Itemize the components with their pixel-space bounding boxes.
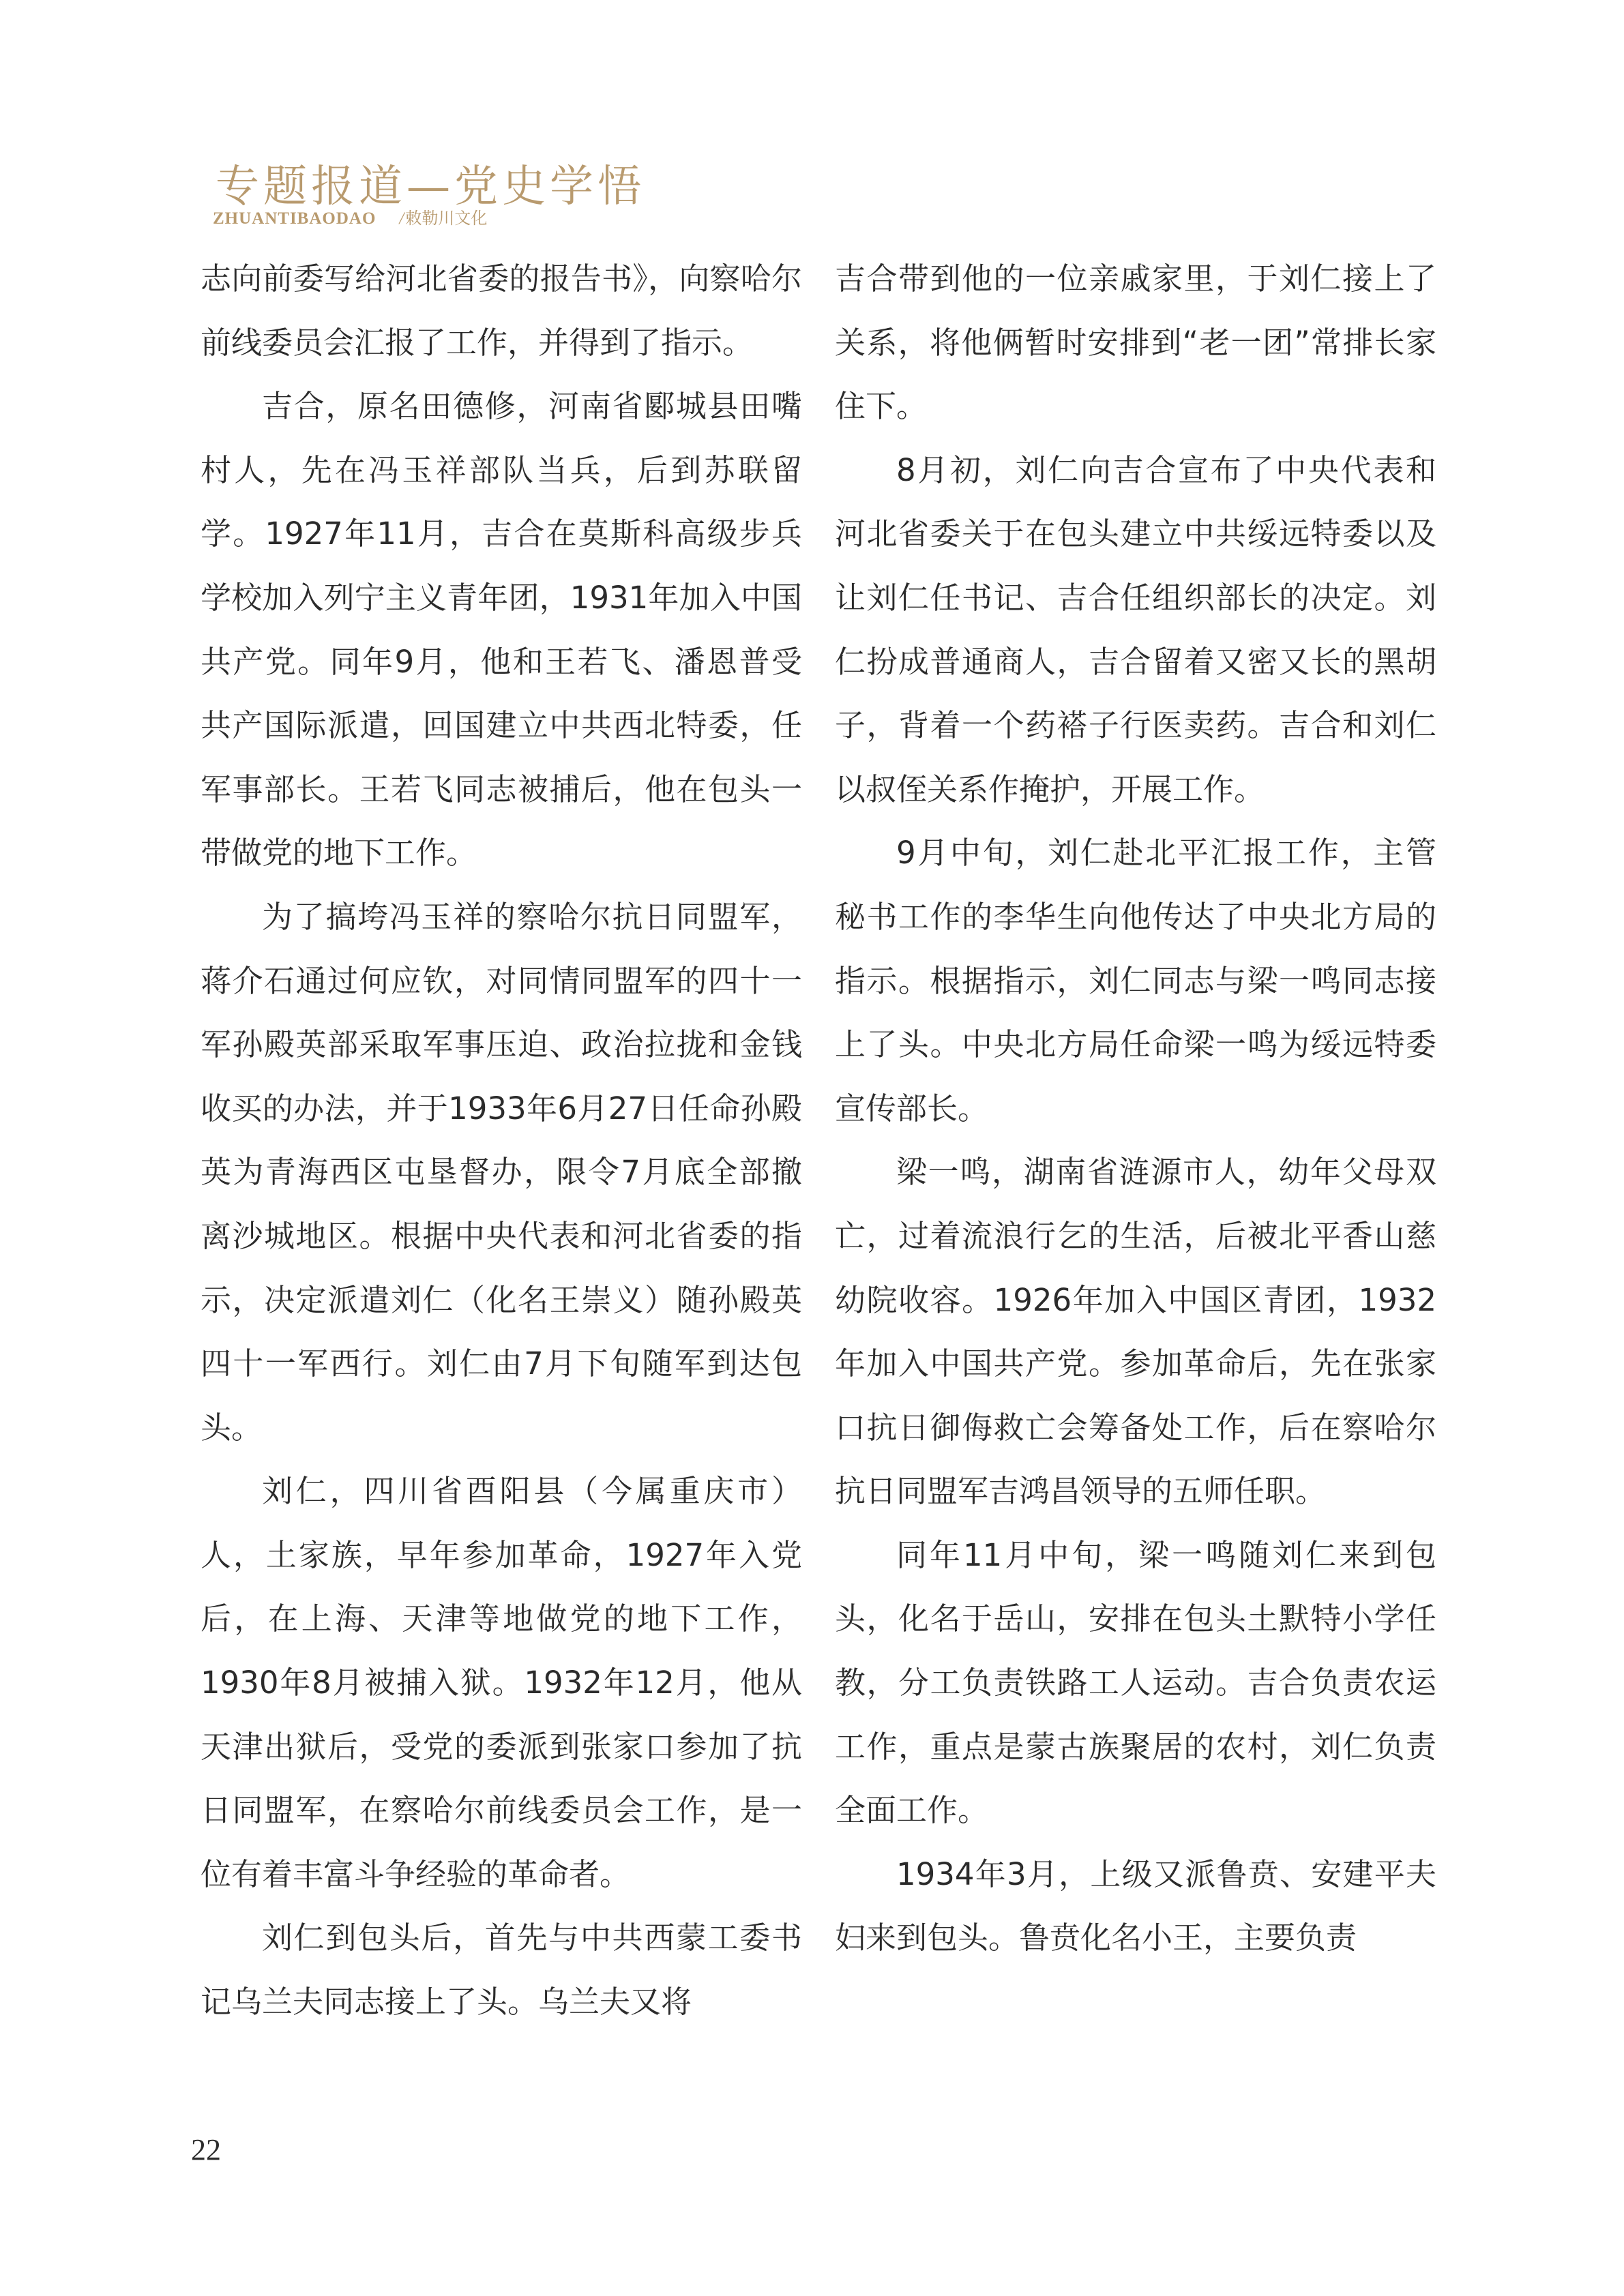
paragraph: 吉合带到他的一位亲戚家里，于刘仁接上了关系，将他俩暂时安排到“老一团”常排长家住下。 bbox=[835, 260, 1436, 425]
section-title: 专题报道—党史学悟 bbox=[216, 162, 645, 212]
paragraph: 刘仁到包头后，首先与中共西蒙工委书记乌兰夫同志接上了头。乌兰夫又将 bbox=[201, 1920, 802, 2021]
paragraph: 同年11月中旬，梁一鸣随刘仁来到包头，化名于岳山，安排在包头土默特小学任教，分工负责铁路工人运动。吉合负责农运工作，重点是蒙古族聚居的农村，刘仁负责全面工作。 bbox=[835, 1536, 1436, 1829]
paragraph: 刘仁，四川省酉阳县（今属重庆市）人，土家族，早年参加革命，1927年入党后，在上海、天津等地做党的地下工作，1930年8月被捕入狱。1932年12月，他从天津出狱后，受党的委派到张家口参加了抗日同盟军，在察哈尔前线委员会工作，是一位有着丰富斗争经验的革命者。 bbox=[201, 1473, 802, 1892]
paragraph: 为了搞垮冯玉祥的察哈尔抗日同盟军，蒋介石通过何应钦，对同情同盟军的四十一军孙殿英部采取军事压迫、政治拉拢和金钱收买的办法，并于1933年6月27日任命孙殿英为青海西区屯垦督办，限令7月底全部撤离沙城地区。根据中央代表和河北省委的指示，决定派遣刘仁（化名王崇义）随孙殿英四十一军西行。刘仁由7月下旬随军到达包头。 bbox=[201, 898, 802, 1446]
subtitle-brand: 敕勒川文化 bbox=[405, 210, 488, 228]
paragraph: 吉合，原名田德修，河南省郾城县田嘴村人，先在冯玉祥部队当兵，后到苏联留学。1927年11月，吉合在莫斯科高级步兵学校加入列宁主义青年团，1931年加入中国共产党。同年9月，他和王若飞、潘恩普受共产国际派遣，回国建立中共西北特委，任军事部长。王若飞同志被捕后，他在包头一带做党的地下工作。 bbox=[201, 388, 802, 871]
left-column bbox=[201, 247, 802, 2034]
section-subtitle bbox=[213, 205, 487, 228]
subtitle-slash: / bbox=[399, 209, 404, 228]
subtitle-pinyin: ZHUANTIBAODAO bbox=[213, 209, 377, 228]
paragraph: 1934年3月，上级又派鲁贲、安建平夫妇来到包头。鲁贲化名小王，主要负责 bbox=[835, 1855, 1436, 1956]
right-column bbox=[835, 247, 1436, 1970]
paragraph: 梁一鸣，湖南省涟源市人，幼年父母双亡，过着流浪行乞的生活，后被北平香山慈幼院收容。1926年加入中国区青团，1932年加入中国共产党。参加革命后，先在张家口抗日御侮救亡会筹备处工作，后在察哈尔抗日同盟军吉鸿昌领导的五师任职。 bbox=[835, 1154, 1436, 1510]
paragraph: 8月初，刘仁向吉合宣布了中央代表和河北省委关于在包头建立中共绥远特委以及让刘仁任书记、吉合任组织部长的决定。刘仁扮成普通商人，吉合留着又密又长的黑胡子，背着一个药褡子行医卖药。吉合和刘仁以叔侄关系作掩护，开展工作。 bbox=[835, 451, 1436, 807]
paragraph: 9月中旬，刘仁赴北平汇报工作，主管秘书工作的李华生向他传达了中央北方局的指示。根据指示，刘仁同志与梁一鸣同志接上了头。中央北方局任命梁一鸣为绥远特委宣传部长。 bbox=[835, 835, 1436, 1127]
page-number: 22 bbox=[191, 2133, 221, 2166]
paragraph: 志向前委写给河北省委的报告书》，向察哈尔前线委员会汇报了工作，并得到了指示。 bbox=[201, 260, 802, 361]
